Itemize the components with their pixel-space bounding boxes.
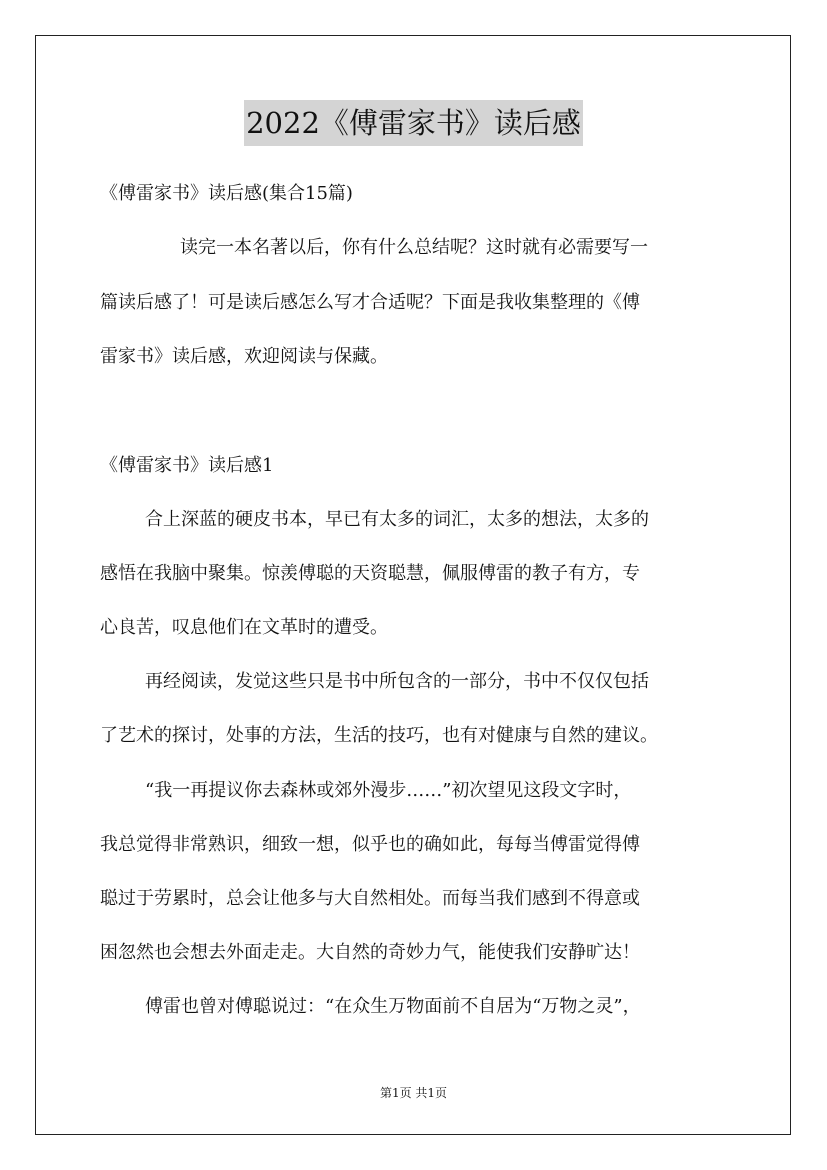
page-footer: 第1页 共1页: [379, 1086, 448, 1100]
body-line: 聪过于劳累时，总会让他多与大自然相处。而每当我们感到不得意或: [100, 888, 640, 909]
body-line: 合上深蓝的硬皮书本，早已有太多的词汇，太多的想法，太多的: [145, 509, 649, 530]
body-line: 感悟在我脑中聚集。惊羡傅聪的天资聪慧，佩服傅雷的教子有方，专: [100, 563, 640, 584]
body-line: 心良苦，叹息他们在文革时的遭受。: [100, 617, 388, 638]
document-subtitle: 《傅雷家书》读后感(集合15篇): [100, 183, 353, 204]
body-line: “我一再提议你去森林或郊外漫步……”初次望见这段文字时，: [145, 780, 632, 801]
document-title: 2022《傅雷家书》读后感: [244, 100, 583, 146]
intro-line: 篇读后感了！可是读后感怎么写才合适呢？下面是我收集整理的《傅: [100, 292, 640, 313]
document-title-block: [0, 100, 827, 146]
body-line: 了艺术的探讨，处事的方法，生活的技巧，也有对健康与自然的建议。: [100, 725, 658, 746]
intro-line: 读完一本名著以后，你有什么总结呢？这时就有必需要写一: [180, 237, 648, 258]
body-line: 困忽然也会想去外面走走。大自然的奇妙力气，能使我们安静旷达！: [100, 942, 640, 963]
intro-line: 雷家书》读后感，欢迎阅读与保藏。: [100, 346, 388, 367]
section-heading: 《傅雷家书》读后感1: [100, 455, 274, 476]
body-line: 傅雷也曾对傅聪说过：“在众生万物面前不自居为“万物之灵”，: [145, 996, 641, 1017]
body-line: 我总觉得非常熟识，细致一想，似乎也的确如此，每每当傅雷觉得傅: [100, 834, 640, 855]
body-line: 再经阅读，发觉这些只是书中所包含的一部分，书中不仅仅包括: [145, 671, 649, 692]
